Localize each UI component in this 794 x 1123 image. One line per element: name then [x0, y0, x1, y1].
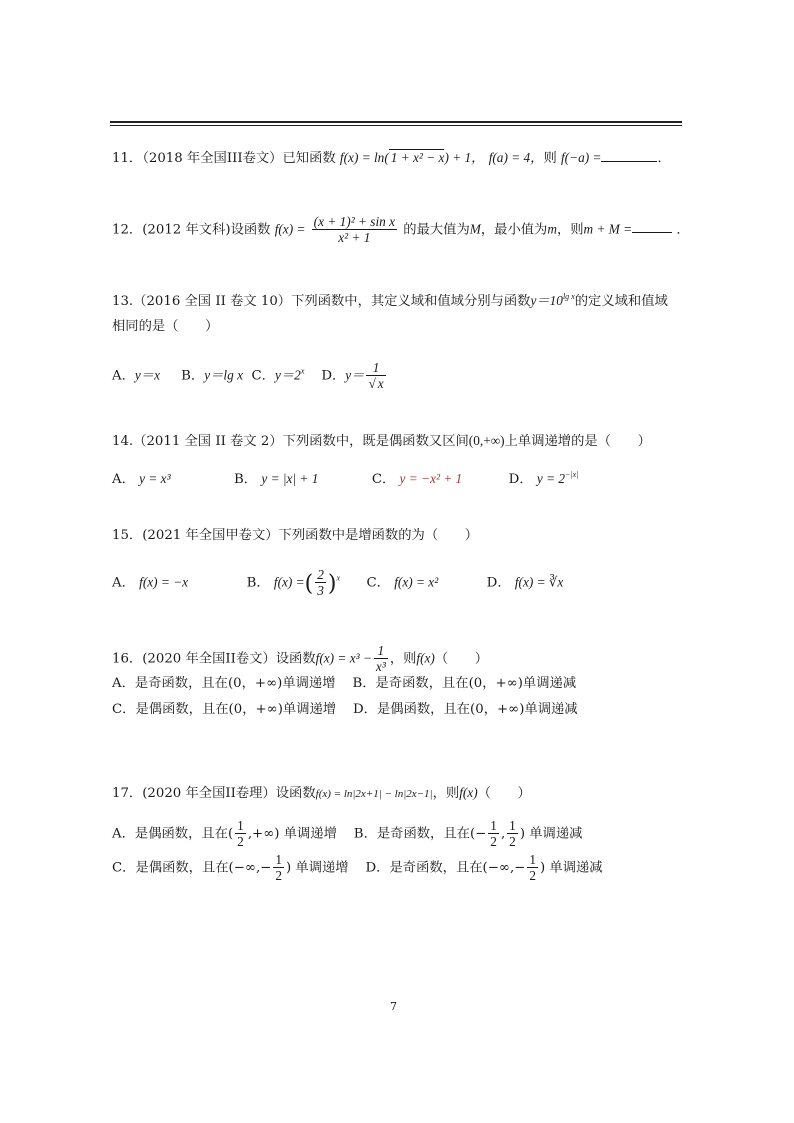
question-14-options: A． y = x³ B． y = |x| + 1 C． y = −x² + 1 D． $y = 2^{-|x|}$: [112, 470, 579, 487]
header-rule-thin: [110, 125, 682, 126]
question-15-options: A． f(x) = −x B． f(x) =( $\frac{2}{3}$ )$^x$ C． f(x) = x² D． f(x) = ∛x: [112, 567, 564, 599]
question-16-options-ab: A．是奇函数，且在(0，+∞)单调递增 B．是奇函数，且在(0，+∞)单调递减: [112, 676, 577, 691]
page-number: 7: [390, 1000, 397, 1013]
question-17-options-cd: C．是偶函数，且在(−∞,− $\frac{1}{2}$ ) 单调递增 D．是奇函数，且在(−∞,− $\frac{1}{2}$ ) 单调递减: [112, 852, 603, 884]
fraction: $\frac{\text{(x + 1)² + sin x}}{\text{x² + 1}}$: [313, 214, 396, 246]
fraction: $\frac{1}{2}$: [529, 852, 536, 884]
question-17-options-ab: A．是偶函数，且在( $\frac{1}{2}$ ,+∞) 单调递增 B．是奇函数，且在(− $\frac{1}{2}$ , $\frac{1}{2}$ ) 单调递减: [112, 818, 583, 850]
question-13-options: A．y＝x B．y＝lg x C．$y=2^x$ D．y＝ $\frac{1}{√ x}$: [112, 360, 384, 392]
fraction: $\frac{2}{3}$: [317, 567, 324, 599]
fraction: $\frac{1}{2}$: [237, 818, 244, 850]
question-17: 17．(2020 年全国II卷理）设函数f(x) = ln|2x+1| − ln|2x−1|，则f(x)（ ）: [112, 785, 531, 801]
fraction: $\frac{1}{√ x}$: [368, 360, 384, 392]
fraction: $\frac{1}{2}$: [490, 818, 497, 850]
header-rule-thick: [110, 121, 682, 123]
question-11: 11．（2018 年全国III卷文）已知函数 f(x) = ln( 1 + x² − x) + 1， f(a) = 4，则 f(−a) = ．: [112, 150, 671, 166]
fraction: $\frac{1}{2}$: [509, 818, 516, 850]
fraction: $\frac{1}{\text{x³}}$: [375, 643, 386, 675]
question-13: 13.（2016 全国 II 卷文 10）下列函数中，其定义域和值域分别与函数$y=10^{lg x}$的定义域和值域: [112, 292, 668, 309]
question-16: 16．(2020 年全国II卷文）设函数f(x) = x³ − $\frac{1}{\text{x³}}$ ，则f(x)（ ）: [112, 643, 489, 675]
question-12: 12．(2012 年文科)设函数 f(x) = $\frac{\text{(x + 1)² + sin x}}{\text{x² + 1}}$ 的最大值为M，最小值为m，则m + M = ．: [112, 214, 690, 246]
question-15: 15．(2021 年全国甲卷文）下列函数中是增函数的为（ ）: [112, 528, 479, 543]
answer-blank: [632, 221, 672, 233]
question-16-options-cd: C．是偶函数，且在(0，+∞)单调递增 D．是偶函数，且在(0，+∞)单调递减: [112, 702, 578, 717]
answer-blank: [601, 150, 657, 162]
question-14: 14.（2011 全国 II 卷文 2）下列函数中，既是偶函数又区间(0,+∞)上单调递增的是（ ）: [112, 433, 651, 449]
fraction: $\frac{1}{2}$: [275, 852, 282, 884]
question-13-line2: 相同的是（ ）: [112, 319, 219, 334]
